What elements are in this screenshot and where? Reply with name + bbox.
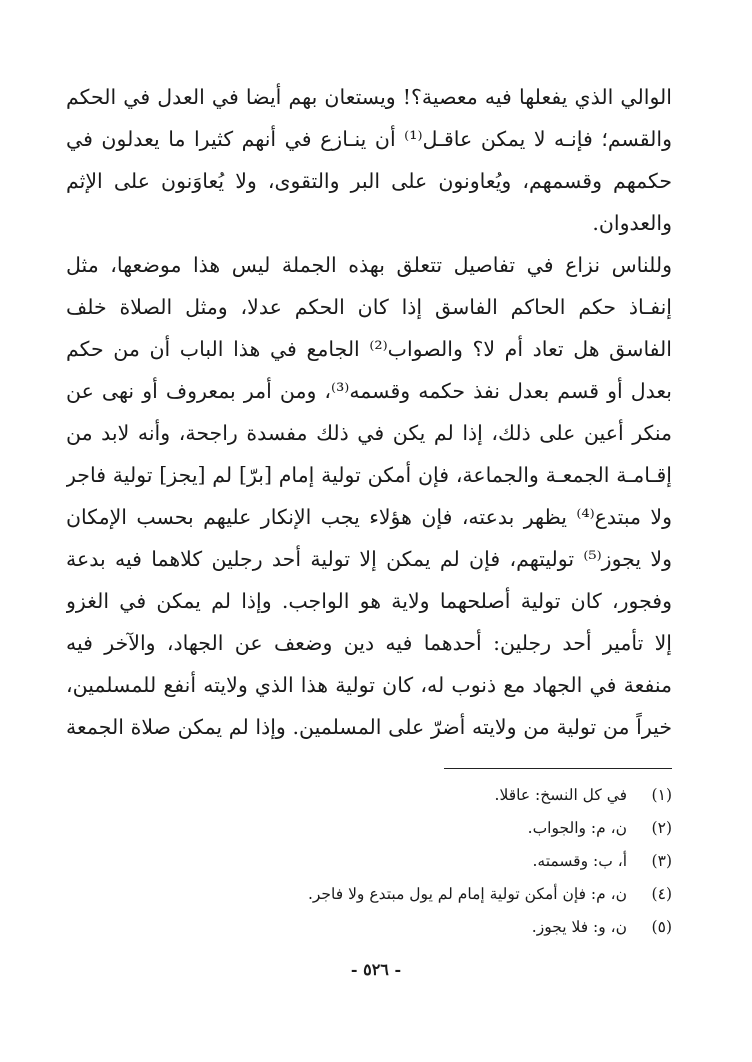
footnote-number: (٣) — [651, 852, 672, 870]
footnote-text: ن، م: فإن أمكن تولية إمام لم يول مبتدع ولا فاجر. — [307, 885, 628, 903]
footnote-item — [66, 812, 672, 845]
main-text — [66, 76, 672, 748]
text-line: وللناس نزاع في تفاصيل تتعلق بهذه الجملة ليس هذا موضعها، مثل — [66, 253, 672, 277]
footnote-number: (٥) — [651, 918, 672, 936]
footnote-divider — [444, 768, 672, 769]
text-line: والعدوان. — [592, 211, 672, 235]
text-line: ولا يجوز⁽⁵⁾ توليتهم، فإن لم يمكن إلا تولية أحد رجلين كلاهما فيه بدعة — [66, 547, 672, 571]
text-line: بعدل أو قسم بعدل نفذ حكمه وقسمه⁽³⁾، ومن أمر بمعروف أو نهى عن — [66, 379, 672, 403]
footnote-item — [66, 779, 672, 812]
text-line: ولا مبتدع⁽⁴⁾ يظهر بدعته، فإن هؤلاء يجب الإنكار عليهم بحسب الإمكان — [66, 505, 672, 529]
text-line: إلا تأمير أحد رجلين: أحدهما فيه دين وضعف عن الجهاد، والآخر فيه — [66, 631, 672, 655]
text-line: إقـامـة الجمعـة والجماعة، فإن أمكن تولية إمام [برّ] لم [يجز] تولية فاجر — [66, 463, 672, 487]
text-line: خيراً من تولية من ولايته أضرّ على المسلمين. وإذا لم يمكن صلاة الجمعة — [66, 715, 672, 739]
text-line: منفعة في الجهاد مع ذنوب له، كان تولية هذا الذي ولايته أنفع للمسلمين، — [66, 673, 672, 697]
footnote-item — [66, 845, 672, 878]
text-line: الفاسق هل تعاد أم لا؟ والصواب⁽²⁾ الجامع في هذا الباب أن من حكم — [66, 337, 672, 361]
footnote-number: (١) — [651, 786, 672, 804]
text-line: منكر أعين على ذلك، إذا لم يكن في ذلك مفسدة راجحة، وأنه لابد من — [66, 421, 672, 445]
text-line: وفجور، كان تولية أصلحهما ولاية هو الواجب. وإذا لم يمكن في الغزو — [66, 589, 672, 613]
text-line: حكمهم وقسمهم، ويُعاونون على البر والتقوى، ولا يُعاوَنون على الإثم — [66, 169, 672, 193]
footnote-text: ن، م: والجواب. — [527, 819, 628, 837]
text-line: والقسم؛ فإنـه لا يمكن عاقـل⁽¹⁾ أن ينـازع في أنهم كثيرا ما يعدلون في — [66, 127, 672, 151]
footnote-text: ن، و: فلا يجوز. — [531, 918, 628, 936]
footnote-text: أ، ب: وقسمته. — [532, 852, 628, 870]
text-line: الوالي الذي يفعلها فيه معصية؟! ويستعان بهم أيضا في العدل في الحكم — [66, 85, 672, 109]
footnote-number: (٢) — [651, 819, 672, 837]
footnote-number: (٤) — [651, 885, 672, 903]
page-number: - ٥٢٦ - — [350, 960, 402, 979]
text-line: إنفـاذ حكم الحاكم الفاسق إذا كان الحكم عدلا، ومثل الصلاة خلف — [66, 295, 672, 319]
footnote-text: في كل النسخ: عاقلا. — [494, 786, 628, 804]
footnote-item — [66, 911, 672, 944]
footnote-item — [66, 878, 672, 911]
footnotes — [66, 779, 672, 944]
